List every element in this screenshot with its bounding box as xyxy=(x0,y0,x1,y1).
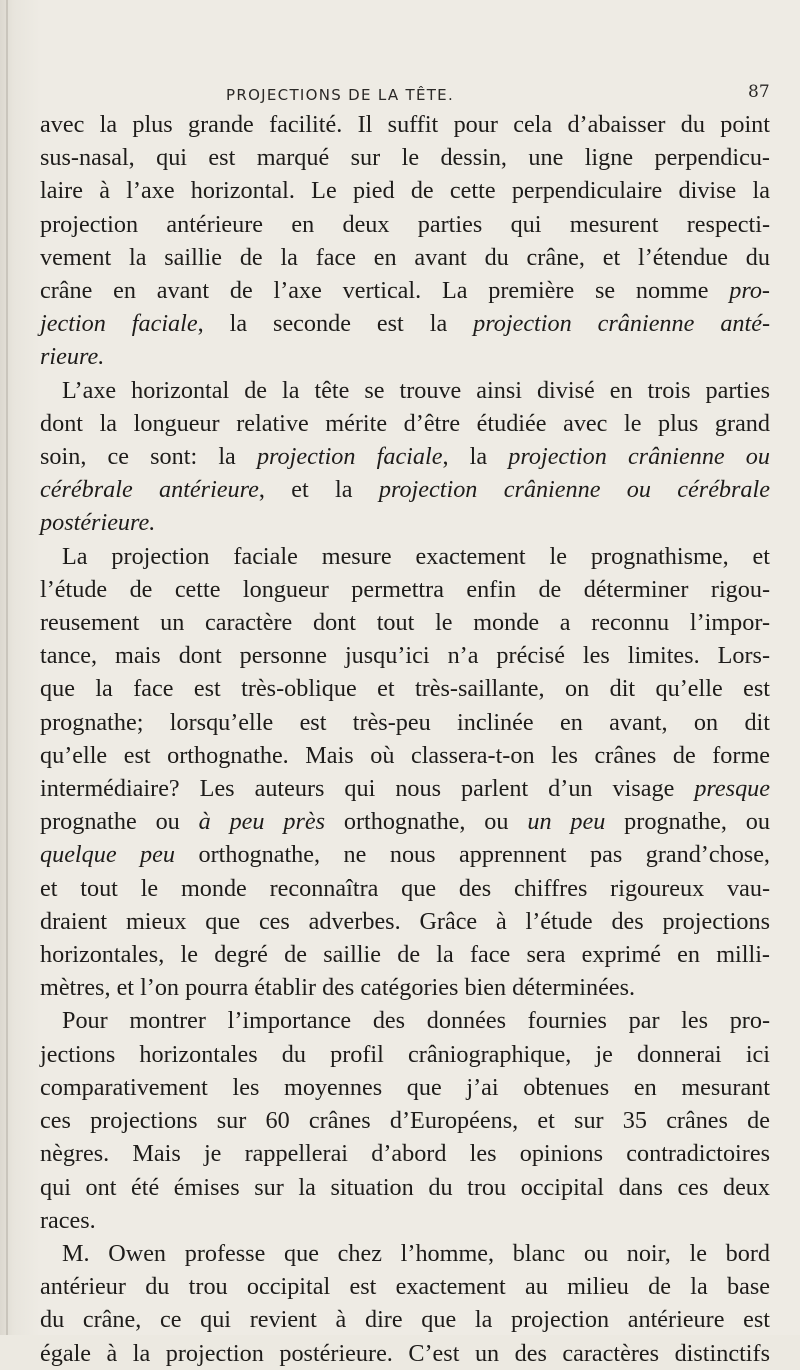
italic-term: rieure. xyxy=(40,343,105,371)
page-gutter-edge xyxy=(6,0,8,1335)
text-line: intermédiaire? Les auteurs qui nous parlent d’un visage presque xyxy=(40,775,770,803)
text-line: horizontales, le degré de saillie de la face sera exprimé en milli- xyxy=(40,941,770,969)
page-number: 87 xyxy=(748,82,770,102)
text-line: soin, ce sont: la projection faciale, la projection crânienne ou xyxy=(40,443,770,471)
italic-term: quelque peu xyxy=(40,841,175,869)
text-line: jections horizontales du profil crâniographique, je donnerai ici xyxy=(40,1040,770,1068)
italic-term: postérieure. xyxy=(40,509,156,537)
italic-term: projection crânienne ou xyxy=(508,443,770,471)
text-line: que la face est très-oblique et très-saillante, on dit qu’elle est xyxy=(40,675,770,703)
text-line: avec la plus grande facilité. Il suffit pour cela d’abaisser du point xyxy=(40,111,770,138)
text-line: antérieur du trou occipital est exactement au milieu de la base xyxy=(40,1273,770,1301)
text-line: qui ont été émises sur la situation du trou occipital dans ces deux xyxy=(40,1173,770,1201)
text-line: jection faciale, la seconde est la projection crânienne anté- xyxy=(40,310,771,338)
text-line: et tout le monde reconnaîtra que des chiffres rigoureux vau- xyxy=(40,874,770,902)
text-line: comparativement les moyennes que j’ai obtenues en mesurant xyxy=(40,1073,770,1101)
text-line: tance, mais dont personne jusqu’ici n’a précisé les limites. Lors- xyxy=(40,642,770,670)
text-line: mètres, et l’on pourra établir des catégories bien déterminées. xyxy=(40,974,636,1002)
italic-term: un peu xyxy=(527,808,606,836)
text-line: quelque peu orthognathe, ne nous apprennent pas grand’chose, xyxy=(40,841,770,869)
text-line: laire à l’axe horizontal. Le pied de cette perpendiculaire divise la xyxy=(40,177,770,205)
text-line: reusement un caractère dont tout le monde a reconnu l’impor- xyxy=(40,609,770,637)
text-line: nègres. Mais je rappellerai d’abord les opinions contradictoires xyxy=(40,1140,770,1168)
text-line: L’axe horizontal de la tête se trouve ainsi divisé en trois parties xyxy=(62,376,770,404)
italic-term: cérébrale antérieure xyxy=(40,476,259,504)
text-line: M. Owen professe que chez l’homme, blanc ou noir, le bord xyxy=(62,1239,770,1267)
text-line: du crâne, ce qui revient à dire que la projection antérieure est xyxy=(40,1306,770,1334)
text-line: vement la saillie de la face en avant du crâne, et l’étendue du xyxy=(40,243,770,271)
italic-term: projection crânienne ou cérébrale xyxy=(378,476,770,504)
text-line: cérébrale antérieure, et la projection crânienne ou cérébrale xyxy=(40,476,770,504)
text-line: qu’elle est orthognathe. Mais où classera-t-on les crânes de forme xyxy=(40,741,770,769)
text-line: égale à la projection postérieure. C’est un des caractères distinctifs xyxy=(40,1339,770,1367)
text-line xyxy=(40,340,770,373)
text-line: prognathe ou à peu près orthognathe, ou un peu prognathe, ou xyxy=(40,808,770,836)
body-text xyxy=(40,108,770,1370)
text-line xyxy=(40,506,770,539)
text-line: sus-nasal, qui est marqué sur le dessin, une ligne perpendicu- xyxy=(40,144,770,172)
running-title: PROJECTIONS DE LA TÊTE. xyxy=(226,86,455,104)
text-line: races. xyxy=(40,1206,96,1234)
italic-term: projection crânienne anté- xyxy=(473,310,771,338)
text-line: crâne en avant de l’axe vertical. La première se nomme pro- xyxy=(40,277,770,305)
text-line: projection antérieure en deux parties qui mesurent respecti- xyxy=(40,210,770,238)
text-line: Pour montrer l’importance des données fournies par les pro- xyxy=(62,1007,770,1035)
text-line: prognathe; lorsqu’elle est très-peu inclinée en avant, on dit xyxy=(40,708,770,736)
text-line: dont la longueur relative mérite d’être étudiée avec le plus grand xyxy=(40,409,770,437)
text-line: l’étude de cette longueur permettra enfin de déterminer rigou- xyxy=(40,575,770,603)
page-header xyxy=(0,78,800,108)
text-line: La projection faciale mesure exactement le prognathisme, et xyxy=(62,542,770,570)
italic-term: pro- xyxy=(729,277,770,305)
text-line: ces projections sur 60 crânes d’Européens, et sur 35 crânes de xyxy=(40,1107,770,1135)
italic-term: jection faciale xyxy=(40,310,198,338)
italic-term: presque xyxy=(694,775,770,803)
italic-term: à peu près xyxy=(198,808,326,836)
text-line: draient mieux que ces adverbes. Grâce à l’étude des projections xyxy=(40,907,770,935)
italic-term: projection faciale xyxy=(256,443,443,471)
